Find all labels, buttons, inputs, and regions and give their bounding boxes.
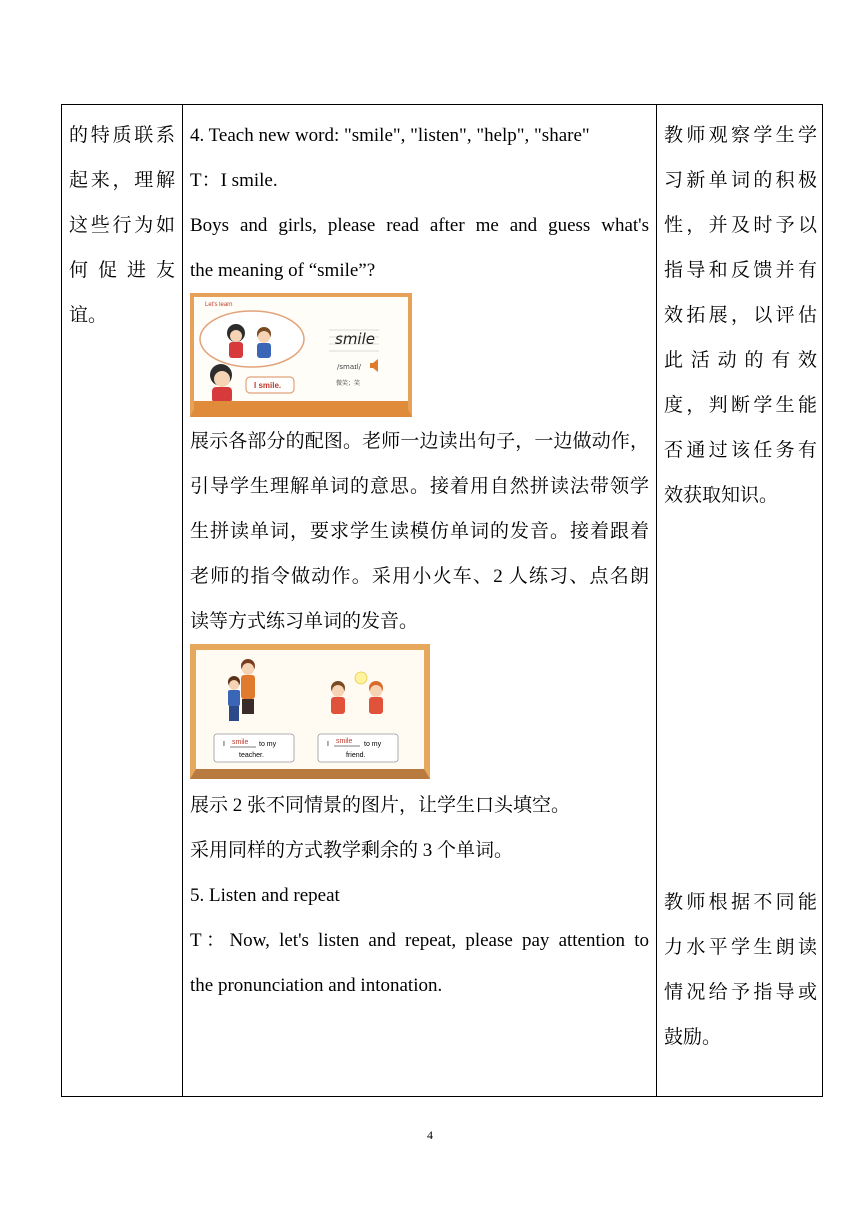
card1-i: I — [223, 741, 225, 748]
objective-line: 起来，理解 — [69, 170, 175, 191]
lesson-table — [61, 104, 823, 1097]
card2-i: I — [327, 741, 329, 748]
teacher-line: T：I smile. — [190, 170, 278, 191]
assessment-line: 否通过该任务有 — [664, 440, 817, 461]
instruction-line: the meaning of “smile”? — [190, 260, 376, 281]
smile-meaning: 微笑；笑 — [336, 380, 361, 387]
objective-line: 何促进友 — [69, 260, 175, 281]
card2-to-my: to my — [364, 741, 382, 748]
lets-learn-smile-image — [190, 293, 412, 417]
activity-column — [182, 105, 656, 1008]
assessment-line: 力水平学生朗读 — [664, 937, 817, 958]
paragraph-line: 引导学生理解单词的意思。接着用自然拼读法带领学 — [190, 476, 649, 497]
objective-line: 的特质联系 — [69, 125, 175, 146]
smile-phonetic: /smaɪl/ — [337, 363, 362, 371]
assessment-column — [656, 105, 824, 1048]
assessment-line: 教师根据不同能 — [664, 892, 817, 913]
teacher-instruction-line: the pronunciation and intonation. — [190, 975, 443, 996]
i-smile-bubble: I smile. — [254, 381, 282, 390]
card2-friend: friend. — [346, 752, 366, 759]
smile-illustration — [194, 297, 408, 409]
assessment-line: 鼓励。 — [664, 1027, 722, 1048]
assessment-line: 性，并及时予以 — [664, 215, 817, 236]
objective-line: 谊。 — [69, 305, 108, 326]
fill-in-blank-illustration — [196, 650, 424, 769]
assessment-line: 效拓展，以评估 — [664, 305, 817, 326]
page-number: 4 — [427, 1128, 433, 1142]
fill-in-blank-image — [190, 644, 430, 779]
card1-answer: smile — [232, 739, 249, 746]
assessment-line: 指导和反馈并有 — [664, 260, 817, 281]
assessment-line: 情况给予指导或 — [664, 982, 817, 1003]
lets-learn-tag: Let's learn — [205, 302, 233, 308]
assessment-block-2 — [664, 880, 817, 1060]
step-4-heading: 4. Teach new word: "smile", "listen", "help", "share" — [190, 125, 590, 146]
objective-column — [62, 105, 182, 338]
card1-to-my: to my — [259, 741, 277, 748]
card2-answer: smile — [336, 738, 353, 745]
assessment-line: 此活动的有效 — [664, 350, 817, 371]
smile-word: smile — [335, 330, 375, 348]
assessment-line: 度，判断学生能 — [664, 395, 817, 416]
same-way-line: 采用同样的方式教学剩余的 3 个单词。 — [190, 840, 514, 861]
paragraph-line: 老师的指令做动作。采用小火车、2 人练习、点名朗 — [190, 566, 649, 587]
paragraph-line: 展示各部分的配图。老师一边读出句子，一边做动作， — [190, 431, 649, 452]
assessment-line: 教师观察学生学 — [664, 125, 817, 146]
card1-teacher: teacher. — [239, 752, 264, 759]
objective-line: 这些行为如 — [69, 215, 175, 236]
assessment-line: 习新单词的积极 — [664, 170, 817, 191]
assessment-line: 效获取知识。 — [664, 485, 779, 506]
teacher-instruction-line: T：Now, let's listen and repeat, please pay attention to — [190, 930, 649, 951]
paragraph-line: 生拼读单词，要求学生读模仿单词的发音。接着跟着 — [190, 521, 649, 542]
step-5-heading: 5. Listen and repeat — [190, 885, 340, 906]
show-two-pictures-line: 展示 2 张不同情景的图片，让学生口头填空。 — [190, 795, 571, 816]
instruction-line: Boys and girls, please read after me and guess what's — [190, 215, 649, 236]
paragraph-line: 读等方式练习单词的发音。 — [190, 611, 419, 632]
